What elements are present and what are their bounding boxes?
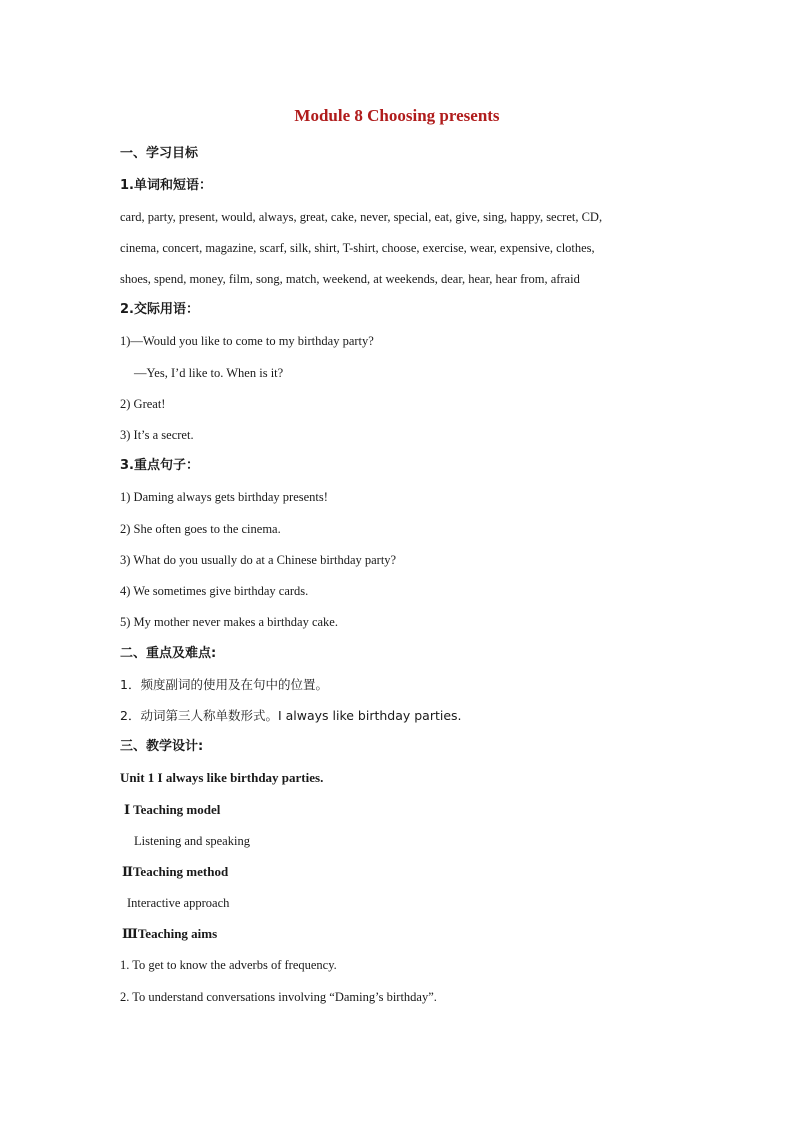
- vocab-line: card, party, present, would, always, great, cake, never, special, eat, give, sing, happy, secret, CD,: [120, 210, 603, 224]
- teaching-aim-item: 1. To get to know the adverbs of frequency.: [120, 958, 337, 972]
- sentences-heading: 3.重点句子：: [120, 458, 199, 473]
- key-point-item: 1．频度副词的使用及在句中的位置。: [120, 677, 328, 692]
- section-heading-objectives: 一、学习目标: [120, 146, 199, 161]
- vocab-line: shoes, spend, money, film, song, match, weekend, at weekends, dear, hear, hear from, afraid: [120, 272, 580, 286]
- sentence-item: 4) We sometimes give birthday cards.: [120, 584, 309, 598]
- teaching-method-heading: ⅡTeaching method: [122, 864, 229, 879]
- section-heading-teaching-design: 三、教学设计:: [120, 739, 204, 754]
- teaching-model-text: Listening and speaking: [134, 834, 250, 848]
- key-point-item: 2．动词第三人称单数形式。I always like birthday parties.: [120, 708, 462, 723]
- phrase-item: 1)—Would you like to come to my birthday party?: [120, 334, 374, 348]
- teaching-aim-item: 2. To understand conversations involving “Daming’s birthday”.: [120, 990, 437, 1004]
- vocab-line: cinema, concert, magazine, scarf, silk, shirt, T-shirt, choose, exercise, wear, expensive, clothes,: [120, 241, 595, 255]
- phrases-heading: 2.交际用语：: [120, 302, 199, 317]
- teaching-method-text: Interactive approach: [127, 896, 230, 910]
- phrase-item: 3) It’s a secret.: [120, 428, 194, 442]
- page-title: Module 8 Choosing presents: [294, 106, 500, 125]
- sentence-item: 5) My mother never makes a birthday cake.: [120, 615, 338, 629]
- phrase-item: 2) Great!: [120, 397, 166, 411]
- section-heading-key-points: 二、重点及难点:: [120, 646, 217, 661]
- unit-title: Unit 1 I always like birthday parties.: [120, 770, 324, 785]
- teaching-model-heading: Ⅰ Teaching model: [124, 802, 221, 817]
- vocab-heading: 1.单词和短语：: [120, 178, 212, 193]
- teaching-aims-heading: ⅢTeaching aims: [122, 926, 218, 941]
- phrase-item: —Yes, I’d like to. When is it?: [134, 366, 284, 380]
- sentence-item: 3) What do you usually do at a Chinese birthday party?: [120, 553, 397, 567]
- sentence-item: 2) She often goes to the cinema.: [120, 522, 281, 536]
- sentence-item: 1) Daming always gets birthday presents!: [120, 490, 328, 504]
